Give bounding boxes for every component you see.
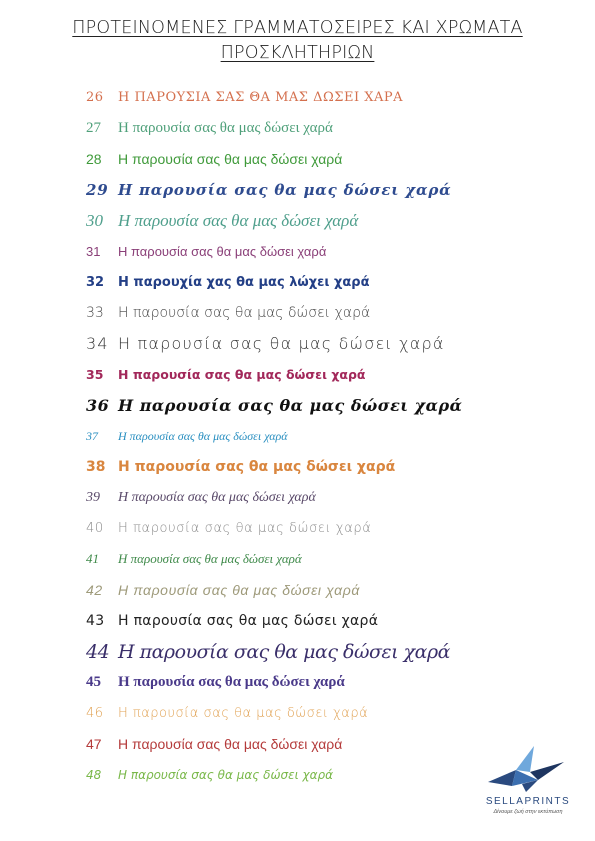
font-sample-row <box>86 575 556 606</box>
font-sample-number: 26 <box>86 89 104 105</box>
font-sample-number: 40 <box>86 521 104 537</box>
font-sample-row <box>86 236 556 267</box>
font-sample-number: 29 <box>86 180 109 199</box>
font-sample-row <box>86 667 556 698</box>
font-sample-text: Η παρουσία σας θα μας δώσει χαρά <box>118 521 372 537</box>
font-sample-row <box>86 144 556 175</box>
logo-slogan: Δίνουμε ζωή στην εκτύπωση <box>493 809 563 815</box>
font-sample-number: 32 <box>86 274 105 290</box>
font-sample-row <box>86 205 556 236</box>
font-sample-number: 44 <box>86 640 110 663</box>
font-sample-row <box>86 606 556 637</box>
font-sample-number: 48 <box>86 767 102 782</box>
font-sample-row <box>86 328 556 359</box>
font-sample-number: 36 <box>86 395 110 415</box>
font-sample-number: 39 <box>86 489 100 505</box>
font-sample-text: Η παρουσία σας θα μας δώσει χαρά <box>118 395 463 415</box>
font-sample-number: 31 <box>86 243 101 259</box>
font-sample-row <box>86 544 556 575</box>
font-sample-number: 47 <box>86 736 102 753</box>
font-sample-row <box>86 452 556 483</box>
font-sample-text: Η ΠΑΡΟΥΣΙΑ ΣΑΣ ΘΑ ΜΑΣ ΔΩΣΕΙ ΧΑΡΑ <box>118 89 404 105</box>
font-sample-text: Η παρουσία σας θα μας δώσει χαρά <box>118 612 379 629</box>
font-sample-number: 28 <box>86 150 102 167</box>
font-sample-row <box>86 359 556 390</box>
font-sample-number: 46 <box>86 705 104 721</box>
font-sample-text: Η παρουσία σας θα μας δώσει χαρά <box>118 767 334 782</box>
font-sample-text: Η παρουσία σας θα μας δώσει χαρά <box>118 150 343 167</box>
font-sample-row <box>86 482 556 513</box>
font-sample-number: 38 <box>86 458 106 475</box>
font-sample-row <box>86 82 556 113</box>
font-sample-text: Η παρουσία σας θα μας δώσει χαρά <box>118 674 345 691</box>
font-sample-row <box>86 698 556 729</box>
title-line-2: ΠΡΟΣΚΛΗΤΗΡΙΩΝ <box>220 43 375 63</box>
font-sample-text: Η παρουσία σας θα μας δώσει χαρά <box>118 334 445 354</box>
font-sample-number: 27 <box>86 119 101 136</box>
title-line-1: ΠΡΟΤΕΙΝΟΜΕΝΕΣ ΓΡΑΜΜΑΤΟΣΕΙΡΕΣ ΚΑΙ ΧΡΩΜΑΤΑ <box>72 18 523 38</box>
page-title <box>0 16 595 66</box>
font-sample-number: 30 <box>86 210 103 230</box>
font-sample-text: Η παρουσία σας θα μας δώσει χαρά <box>118 119 333 136</box>
font-sample-number: 41 <box>86 551 99 567</box>
font-sample-text: Η παρουσία σας θα μας δώσει χαρά <box>118 304 371 321</box>
font-sample-text: Η παρουσία σας θα μας δώσει χαρά <box>118 582 360 599</box>
font-sample-text: Η παρουσία σας θα μας δώσει χαρά <box>118 428 288 443</box>
font-sample-text: Η παρουσία σας θα μας δώσει χαρά <box>118 367 366 383</box>
font-sample-row <box>86 174 556 205</box>
font-sample-row <box>86 636 556 667</box>
font-sample-text: Η παρουσία σας θα μας δώσει χαρά <box>118 243 327 259</box>
sellaprints-logo <box>468 740 588 820</box>
font-sample-text: Η παρουσία σας θα μας δώσει χαρά <box>118 736 343 753</box>
font-sample-number: 43 <box>86 612 105 629</box>
font-sample-text: Η παρουσία σας θα μας δώσει χαρά <box>118 705 369 721</box>
font-sample-number: 45 <box>86 674 101 691</box>
font-sample-row <box>86 267 556 298</box>
font-sample-row <box>86 421 556 452</box>
font-sample-row <box>86 390 556 421</box>
logo-name: SELLAPRINTS <box>485 796 571 807</box>
font-sample-number: 33 <box>86 304 104 321</box>
font-sample-text: Η παρουσία σας θα μας δώσει χαρά <box>118 180 452 199</box>
origami-crane-icon <box>468 740 588 796</box>
font-sample-row <box>86 298 556 329</box>
font-sample-row <box>86 113 556 144</box>
font-sample-text: Η παρουσία σας θα μας δώσει χαρά <box>118 551 302 567</box>
font-samples-list <box>86 82 556 790</box>
font-sample-text: Η παρουσία σας θα μας δώσει χαρά <box>118 458 396 475</box>
font-sample-number: 35 <box>86 367 104 383</box>
font-sample-row <box>86 513 556 544</box>
font-sample-number: 37 <box>86 428 98 443</box>
font-sample-text: Η παρουσία σας θα μας δώσει χαρά <box>118 640 450 663</box>
font-sample-text: Η παρουσία σας θα μας δώσει χαρά <box>118 489 316 505</box>
font-sample-number: 34 <box>86 334 109 354</box>
font-sample-text: Η παρουχία χας θα μας λώχει χαρά <box>118 274 370 290</box>
font-sample-number: 42 <box>86 582 103 599</box>
font-sample-text: Η παρουσία σας θα μας δώσει χαρά <box>118 210 359 230</box>
